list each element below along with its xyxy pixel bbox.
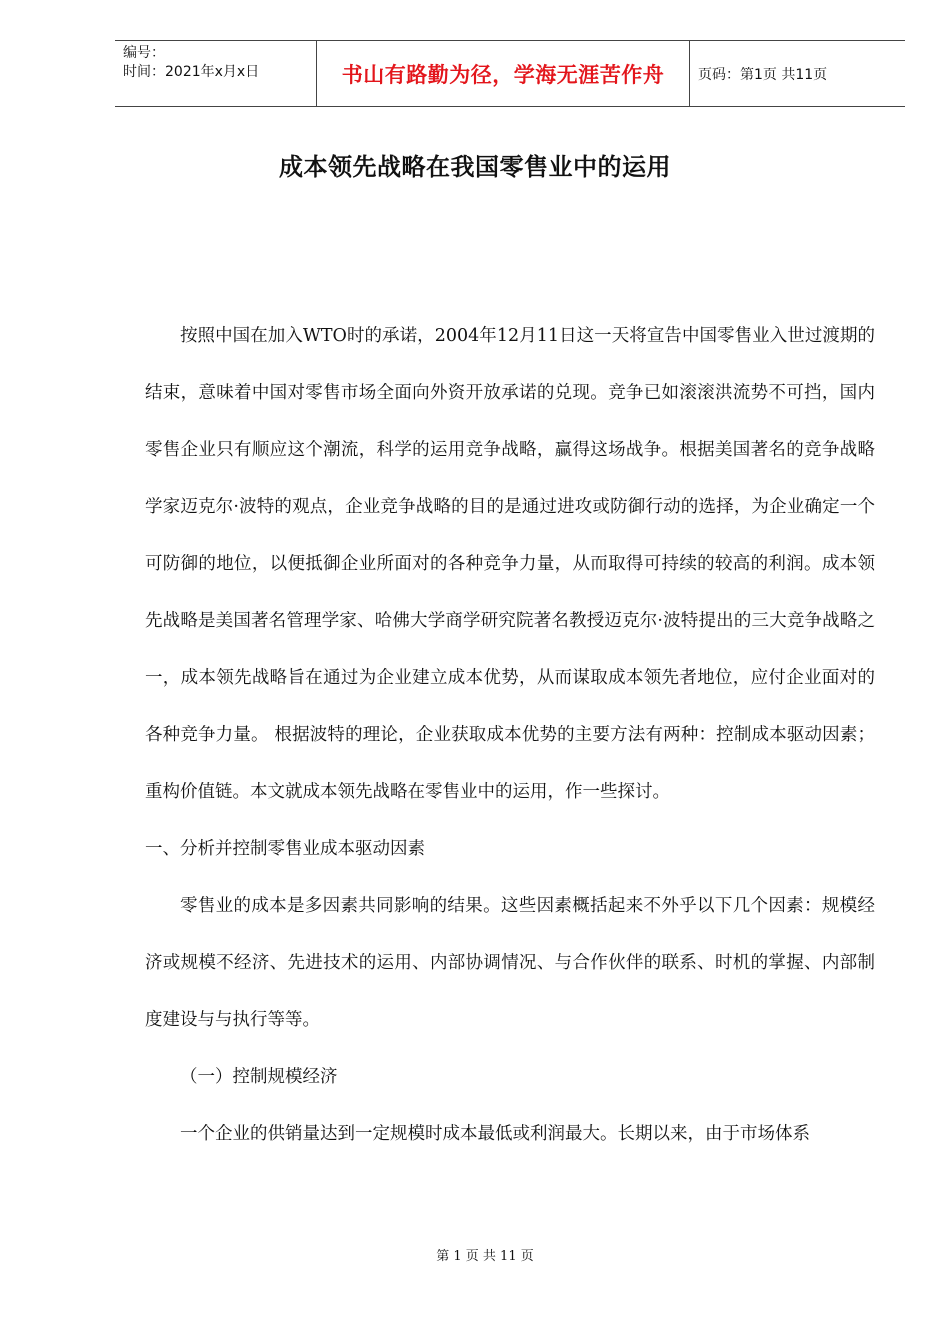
header-page-info: 页码：第1页 共11页 [698,66,828,83]
page-header [115,40,905,107]
subsection-heading: （一）控制规模经济 [180,1067,338,1087]
section-heading: 一、分析并控制零售业成本驱动因素 [145,839,425,859]
header-motto: 书山有路勤为径，学海无涯苦作舟 [316,41,690,106]
header-meta [115,41,316,106]
document-body [145,308,875,1163]
page-footer: 第 1 页 共 11 页 [436,1249,534,1264]
intro-paragraph: 按照中国在加入WTO时的承诺，2004年12月11日这一天将宣告中国零售业入世过渡期的结束，意味着中国对零售市场全面向外资开放承诺的兑现。竞争已如滚滚洪流势不可挡，国内零售企业只有顺应这个潮流，科学的运用竞争战略，赢得这场战争。根据美国著名的竞争战略学家迈克尔·波特的观点，企业竞争战略的目的是通过进攻或防御行动的选择，为企业确定一个可防御的地位，以便抵御企业所面对的各种竞争力量，从而取得可持续的较高的利润。成本领先战略是美国著名管理学家、哈佛大学商学研究院著名教授迈克尔·波特提出的三大竞争战略之一，成本领先战略旨在通过为企业建立成本优势，从而谋取成本领先者地位，应付企业面对的各种竞争力量。 根据波特的理论，企业获取成本优势的主要方法有两种：控制成本驱动因素；重构价值链。本文就成本领先战略在零售业中的运用，作一些探讨。 [145,326,875,802]
document-time-label: 时间：2021年x月x日 [123,64,260,80]
subsection-paragraph: 一个企业的供销量达到一定规模时成本最低或利润最大。长期以来，由于市场体系 [180,1124,810,1144]
document-title: 成本领先战略在我国零售业中的运用 [279,152,671,181]
section-paragraph: 零售业的成本是多因素共同影响的结果。这些因素概括起来不外乎以下几个因素：规模经济或规模不经济、先进技术的运用、内部协调情况、与合作伙伴的联系、时机的掌握、内部制度建设与与执行等等。 [145,896,875,1030]
document-number-label: 编号： [123,45,165,61]
